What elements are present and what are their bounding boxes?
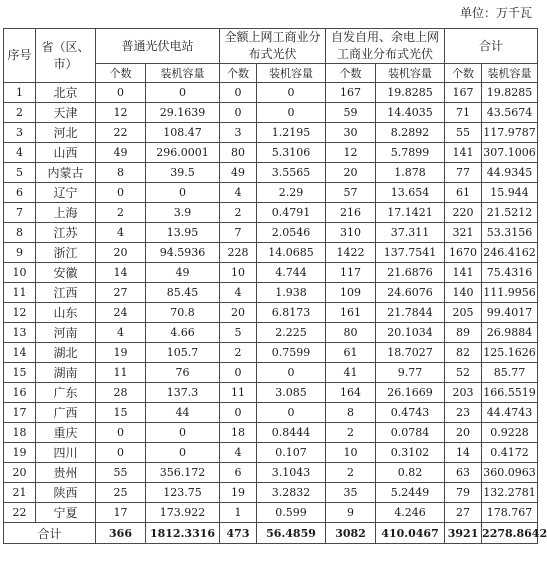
cell-full-grid-count: 20 [220, 303, 257, 323]
cell-utility-capacity: 3.9 [146, 203, 220, 223]
cell-utility-count: 4 [96, 323, 146, 343]
cell-self-use-count: 80 [326, 323, 376, 343]
cell-total-capacity: 44.9345 [482, 163, 538, 183]
cell-self-use-capacity: 137.7541 [376, 243, 445, 263]
cell-self-use-count: 20 [326, 163, 376, 183]
cell-utility-capacity: 13.95 [146, 223, 220, 243]
table-row [4, 403, 538, 423]
row-seq: 15 [4, 363, 36, 383]
row-province: 上海 [36, 203, 96, 223]
cell-full-grid-capacity: 2.0546 [257, 223, 326, 243]
row-province: 湖南 [36, 363, 96, 383]
header-group-total: 合计 [445, 29, 538, 64]
cell-total-capacity: 246.4162 [482, 243, 538, 263]
cell-utility-count: 20 [96, 243, 146, 263]
row-province: 四川 [36, 443, 96, 463]
cell-utility-capacity: 76 [146, 363, 220, 383]
row-province: 北京 [36, 83, 96, 103]
cell-total-count: 61 [445, 183, 482, 203]
table-row [4, 83, 538, 103]
row-seq: 18 [4, 423, 36, 443]
row-seq: 12 [4, 303, 36, 323]
row-seq: 17 [4, 403, 36, 423]
cell-full-grid-count: 0 [220, 83, 257, 103]
cell-self-use-count: 57 [326, 183, 376, 203]
cell-utility-count: 0 [96, 83, 146, 103]
row-province: 江苏 [36, 223, 96, 243]
cell-full-grid-capacity: 1.938 [257, 283, 326, 303]
cell-full-grid-capacity: 3.085 [257, 383, 326, 403]
header-province: 省（区、市） [36, 29, 96, 83]
cell-full-grid-capacity: 2.225 [257, 323, 326, 343]
cell-full-grid-count: 19 [220, 483, 257, 503]
cell-self-use-count: 164 [326, 383, 376, 403]
cell-full-grid-count: 2 [220, 343, 257, 363]
cell-self-use-capacity: 1.878 [376, 163, 445, 183]
cell-self-use-capacity: 21.6876 [376, 263, 445, 283]
subheader-count: 个数 [220, 64, 257, 83]
cell-self-use-capacity: 26.1669 [376, 383, 445, 403]
cell-total-count: 52 [445, 363, 482, 383]
cell-full-grid-count: 3 [220, 123, 257, 143]
cell-self-use-capacity: 0.4743 [376, 403, 445, 423]
cell-self-use-count: 61 [326, 343, 376, 363]
cell-total-capacity: 85.77 [482, 363, 538, 383]
cell-total-count: 55 [445, 123, 482, 143]
cell-self-use-capacity: 19.8285 [376, 83, 445, 103]
cell-utility-capacity: 0 [146, 443, 220, 463]
cell-self-use-capacity: 8.2892 [376, 123, 445, 143]
cell-utility-capacity: 123.75 [146, 483, 220, 503]
cell-self-use-count: 30 [326, 123, 376, 143]
row-province: 宁夏 [36, 503, 96, 523]
row-seq: 1 [4, 83, 36, 103]
table-row [4, 303, 538, 323]
cell-self-use-capacity: 20.1034 [376, 323, 445, 343]
cell-self-use-capacity: 21.7844 [376, 303, 445, 323]
cell-total-capacity: 21.5212 [482, 203, 538, 223]
cell-full-grid-capacity: 5.3106 [257, 143, 326, 163]
cell-utility-capacity: 137.3 [146, 383, 220, 403]
table-body [4, 83, 547, 544]
cell-total-capacity: 15.944 [482, 183, 538, 203]
row-province: 天津 [36, 103, 96, 123]
cell-self-use-capacity: 5.2449 [376, 483, 445, 503]
row-province: 广东 [36, 383, 96, 403]
cell-utility-capacity: 105.7 [146, 343, 220, 363]
cell-total-capacity: 125.1626 [482, 343, 538, 363]
cell-self-use-count: 167 [326, 83, 376, 103]
cell-self-use-capacity: 9.77 [376, 363, 445, 383]
row-province: 山西 [36, 143, 96, 163]
cell-total-count: 71 [445, 103, 482, 123]
cell-utility-capacity: 39.5 [146, 163, 220, 183]
cell-self-use-capacity: 0.0784 [376, 423, 445, 443]
cell-utility-count: 15 [96, 403, 146, 423]
cell-full-grid-count: 49 [220, 163, 257, 183]
table-row [4, 343, 538, 363]
cell-self-use-count: 117 [326, 263, 376, 283]
unit-label: 单位：万千瓦 [459, 6, 532, 20]
cell-utility-capacity: 4.66 [146, 323, 220, 343]
table-row [4, 143, 538, 163]
cell-utility-count: 4 [96, 223, 146, 243]
cell-self-use-count: 2 [326, 463, 376, 483]
subheader-count: 个数 [96, 64, 146, 83]
cell-total-capacity: 44.4743 [482, 403, 538, 423]
cell-utility-capacity: 85.45 [146, 283, 220, 303]
cell-full-grid-count: 4 [220, 443, 257, 463]
table-row [4, 363, 538, 383]
subheader-capacity: 装机容量 [146, 64, 220, 83]
cell-total-count: 82 [445, 343, 482, 363]
cell-total-capacity: 166.5519 [482, 383, 538, 403]
row-province: 山东 [36, 303, 96, 323]
cell-full-grid-capacity: 0.599 [257, 503, 326, 523]
cell-self-use-capacity: 5.7899 [376, 143, 445, 163]
subheader-count: 个数 [445, 64, 482, 83]
table-row [4, 263, 538, 283]
row-seq: 5 [4, 163, 36, 183]
total-self-use-capacity: 410.0467 [376, 523, 445, 544]
cell-full-grid-capacity: 2.29 [257, 183, 326, 203]
cell-total-capacity: 178.767 [482, 503, 538, 523]
row-seq: 2 [4, 103, 36, 123]
row-province: 江西 [36, 283, 96, 303]
cell-full-grid-count: 4 [220, 283, 257, 303]
table-row [4, 223, 538, 243]
pv-capacity-table [3, 28, 547, 544]
cell-full-grid-count: 10 [220, 263, 257, 283]
table-row [4, 203, 538, 223]
cell-self-use-count: 161 [326, 303, 376, 323]
cell-self-use-count: 216 [326, 203, 376, 223]
cell-full-grid-count: 0 [220, 363, 257, 383]
cell-self-use-count: 9 [326, 503, 376, 523]
row-province: 陕西 [36, 483, 96, 503]
cell-self-use-count: 10 [326, 443, 376, 463]
row-province: 浙江 [36, 243, 96, 263]
cell-self-use-capacity: 24.6076 [376, 283, 445, 303]
cell-full-grid-count: 5 [220, 323, 257, 343]
subheader-capacity: 装机容量 [376, 64, 445, 83]
cell-full-grid-count: 80 [220, 143, 257, 163]
cell-total-capacity: 132.2781 [482, 483, 538, 503]
cell-utility-count: 0 [96, 183, 146, 203]
cell-total-capacity: 360.0963 [482, 463, 538, 483]
cell-utility-count: 24 [96, 303, 146, 323]
cell-full-grid-count: 18 [220, 423, 257, 443]
cell-total-count: 140 [445, 283, 482, 303]
table-row [4, 463, 538, 483]
cell-full-grid-capacity: 3.2832 [257, 483, 326, 503]
cell-full-grid-capacity: 3.5565 [257, 163, 326, 183]
cell-total-count: 20 [445, 423, 482, 443]
header-seq: 序号 [4, 29, 36, 83]
cell-total-count: 205 [445, 303, 482, 323]
cell-utility-capacity: 356.172 [146, 463, 220, 483]
total-label: 合计 [4, 523, 96, 544]
cell-self-use-count: 8 [326, 403, 376, 423]
cell-utility-count: 27 [96, 283, 146, 303]
cell-full-grid-capacity: 1.2195 [257, 123, 326, 143]
cell-full-grid-capacity: 0.107 [257, 443, 326, 463]
cell-total-capacity: 111.9956 [482, 283, 538, 303]
cell-total-capacity: 53.3156 [482, 223, 538, 243]
cell-total-capacity: 43.5674 [482, 103, 538, 123]
cell-total-capacity: 0.4172 [482, 443, 538, 463]
cell-total-count: 27 [445, 503, 482, 523]
table-row [4, 443, 538, 463]
cell-self-use-capacity: 17.1421 [376, 203, 445, 223]
cell-utility-capacity: 108.47 [146, 123, 220, 143]
total-full-grid-count: 473 [220, 523, 257, 544]
cell-utility-count: 28 [96, 383, 146, 403]
cell-full-grid-count: 6 [220, 463, 257, 483]
cell-utility-count: 0 [96, 423, 146, 443]
cell-self-use-capacity: 0.3102 [376, 443, 445, 463]
cell-self-use-capacity: 37.311 [376, 223, 445, 243]
cell-total-count: 167 [445, 83, 482, 103]
cell-full-grid-capacity: 0 [257, 363, 326, 383]
total-utility-count: 366 [96, 523, 146, 544]
cell-total-capacity: 99.4017 [482, 303, 538, 323]
cell-utility-capacity: 94.5936 [146, 243, 220, 263]
row-seq: 3 [4, 123, 36, 143]
cell-utility-capacity: 0 [146, 83, 220, 103]
cell-full-grid-capacity: 0.8444 [257, 423, 326, 443]
table-row [4, 483, 538, 503]
cell-utility-count: 49 [96, 143, 146, 163]
cell-self-use-capacity: 18.7027 [376, 343, 445, 363]
cell-total-capacity: 0.9228 [482, 423, 538, 443]
subheader-count: 个数 [326, 64, 376, 83]
cell-self-use-count: 59 [326, 103, 376, 123]
cell-total-count: 23 [445, 403, 482, 423]
cell-total-capacity: 26.9884 [482, 323, 538, 343]
row-seq: 13 [4, 323, 36, 343]
row-seq: 19 [4, 443, 36, 463]
cell-full-grid-count: 2 [220, 203, 257, 223]
subheader-capacity: 装机容量 [257, 64, 326, 83]
row-province: 湖北 [36, 343, 96, 363]
row-seq: 20 [4, 463, 36, 483]
cell-full-grid-capacity: 4.744 [257, 263, 326, 283]
cell-utility-count: 11 [96, 363, 146, 383]
header-group-full-grid: 全额上网工商业分布式光伏 [220, 29, 326, 64]
cell-total-count: 203 [445, 383, 482, 403]
row-province: 辽宁 [36, 183, 96, 203]
cell-total-capacity: 307.1006 [482, 143, 538, 163]
cell-self-use-count: 310 [326, 223, 376, 243]
row-seq: 21 [4, 483, 36, 503]
cell-full-grid-capacity: 0 [257, 83, 326, 103]
table-row [4, 163, 538, 183]
cell-utility-count: 17 [96, 503, 146, 523]
cell-full-grid-count: 1 [220, 503, 257, 523]
total-total-count: 3921 [445, 523, 482, 544]
cell-utility-count: 14 [96, 263, 146, 283]
cell-total-count: 141 [445, 143, 482, 163]
cell-full-grid-count: 7 [220, 223, 257, 243]
cell-utility-count: 25 [96, 483, 146, 503]
cell-full-grid-count: 0 [220, 403, 257, 423]
cell-total-count: 1670 [445, 243, 482, 263]
cell-total-count: 321 [445, 223, 482, 243]
cell-self-use-capacity: 0.82 [376, 463, 445, 483]
row-province: 内蒙古 [36, 163, 96, 183]
total-utility-capacity: 1812.3316 [146, 523, 220, 544]
cell-total-capacity: 75.4316 [482, 263, 538, 283]
subheader-capacity: 装机容量 [482, 64, 538, 83]
row-seq: 10 [4, 263, 36, 283]
cell-self-use-count: 109 [326, 283, 376, 303]
cell-total-count: 141 [445, 263, 482, 283]
cell-self-use-capacity: 13.654 [376, 183, 445, 203]
total-full-grid-capacity: 56.4859 [257, 523, 326, 544]
cell-self-use-count: 12 [326, 143, 376, 163]
cell-utility-capacity: 296.0001 [146, 143, 220, 163]
row-province: 安徽 [36, 263, 96, 283]
table-row [4, 323, 538, 343]
cell-full-grid-capacity: 14.0685 [257, 243, 326, 263]
cell-full-grid-capacity: 0 [257, 403, 326, 423]
row-province: 河南 [36, 323, 96, 343]
row-seq: 11 [4, 283, 36, 303]
cell-full-grid-count: 11 [220, 383, 257, 403]
row-seq: 22 [4, 503, 36, 523]
row-province: 重庆 [36, 423, 96, 443]
cell-utility-count: 55 [96, 463, 146, 483]
row-seq: 6 [4, 183, 36, 203]
table-row [4, 243, 538, 263]
row-seq: 8 [4, 223, 36, 243]
cell-total-count: 77 [445, 163, 482, 183]
table-row [4, 283, 538, 303]
table-row [4, 103, 538, 123]
cell-utility-capacity: 44 [146, 403, 220, 423]
cell-self-use-capacity: 14.4035 [376, 103, 445, 123]
cell-full-grid-count: 228 [220, 243, 257, 263]
cell-utility-count: 22 [96, 123, 146, 143]
cell-utility-count: 8 [96, 163, 146, 183]
cell-total-count: 89 [445, 323, 482, 343]
cell-full-grid-capacity: 3.1043 [257, 463, 326, 483]
row-seq: 4 [4, 143, 36, 163]
cell-self-use-count: 2 [326, 423, 376, 443]
cell-utility-count: 19 [96, 343, 146, 363]
cell-total-count: 220 [445, 203, 482, 223]
cell-utility-count: 12 [96, 103, 146, 123]
cell-total-count: 14 [445, 443, 482, 463]
header-group-utility: 普通光伏电站 [96, 29, 220, 64]
row-province: 河北 [36, 123, 96, 143]
cell-utility-capacity: 0 [146, 183, 220, 203]
header-group-self-use: 自发自用、余电上网工商业分布式光伏 [326, 29, 445, 64]
row-province: 贵州 [36, 463, 96, 483]
table-row [4, 423, 538, 443]
cell-self-use-capacity: 4.246 [376, 503, 445, 523]
table-row [4, 123, 538, 143]
cell-full-grid-capacity: 0.7599 [257, 343, 326, 363]
cell-full-grid-capacity: 6.8173 [257, 303, 326, 323]
row-seq: 7 [4, 203, 36, 223]
cell-utility-capacity: 70.8 [146, 303, 220, 323]
cell-full-grid-capacity: 0.4791 [257, 203, 326, 223]
cell-full-grid-count: 4 [220, 183, 257, 203]
cell-total-count: 79 [445, 483, 482, 503]
table-row [4, 503, 538, 523]
cell-utility-count: 2 [96, 203, 146, 223]
cell-self-use-count: 1422 [326, 243, 376, 263]
cell-self-use-count: 35 [326, 483, 376, 503]
table-row [4, 183, 538, 203]
table-row [4, 383, 538, 403]
row-seq: 14 [4, 343, 36, 363]
cell-utility-count: 0 [96, 443, 146, 463]
cell-total-count: 63 [445, 463, 482, 483]
row-seq: 16 [4, 383, 36, 403]
cell-self-use-count: 41 [326, 363, 376, 383]
cell-utility-capacity: 49 [146, 263, 220, 283]
cell-total-capacity: 117.9787 [482, 123, 538, 143]
cell-utility-capacity: 29.1639 [146, 103, 220, 123]
cell-full-grid-count: 0 [220, 103, 257, 123]
total-row [4, 523, 538, 544]
cell-utility-capacity: 0 [146, 423, 220, 443]
cell-utility-capacity: 173.922 [146, 503, 220, 523]
cell-total-capacity: 19.8285 [482, 83, 538, 103]
total-total-capacity: 2278.8642 [482, 523, 538, 544]
total-self-use-count: 3082 [326, 523, 376, 544]
row-seq: 9 [4, 243, 36, 263]
row-province: 广西 [36, 403, 96, 423]
cell-full-grid-capacity: 0 [257, 103, 326, 123]
